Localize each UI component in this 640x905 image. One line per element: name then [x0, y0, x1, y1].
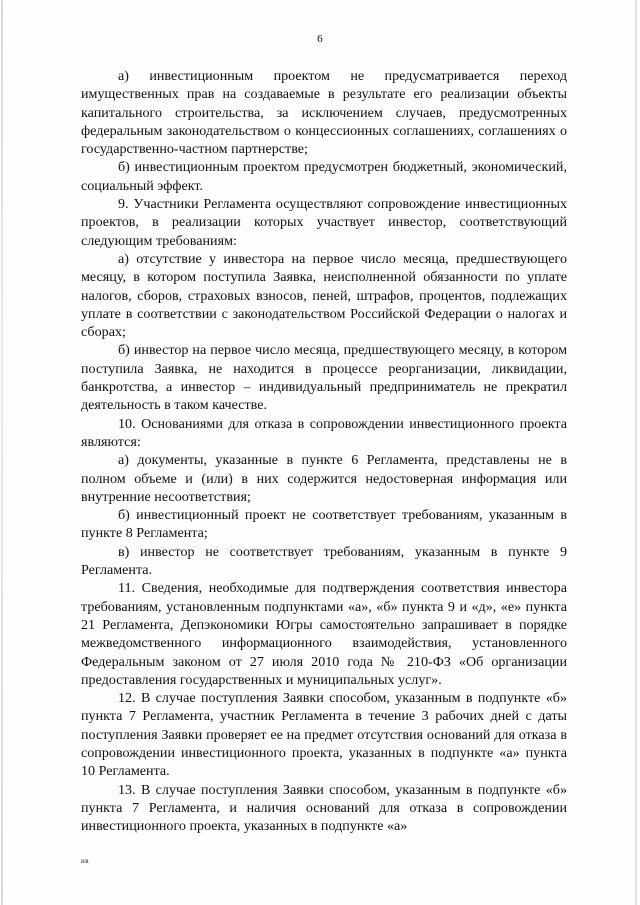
paragraph: 10. Основаниями для отказа в сопровождении инвестиционного проекта являются: — [81, 415, 567, 450]
paragraph: а) документы, указанные в пункте 6 Регламента, представлены не в полном объеме и (или) в них содержится недостоверная информация или внутренние несоответствия; — [81, 452, 567, 505]
paragraph: б) инвестиционный проект не соответствует требованиям, указанным в пункте 8 Регламента; — [81, 507, 567, 542]
scan-edge-right — [635, 0, 637, 905]
paragraph: б) инвестор на первое число месяца, предшествующего месяцу, в котором поступила Заявка, не находится в процессе реорганизации, ликвидации, банкротства, а инвестор – индивидуальный предприниматель не прекратил деятельность в таком качестве. — [81, 342, 567, 414]
paragraph: а) отсутствие у инвестора на первое число месяца, предшествующего месяцу, в котором поступила Заявка, неисполненной обязанности по уплате налогов, сборов, страховых взносов, пеней, штрафов, процентов, подлежащих уплате в соответствии с законодательством Российской Федерации о налогах и сборах; — [81, 250, 567, 341]
page-number: 6 — [317, 33, 323, 45]
body-text — [81, 67, 567, 835]
scan-edge-left — [1, 0, 3, 905]
paragraph: 11. Сведения, необходимые для подтверждения соответствия инвестора требованиям, установленным подпунктами «а», «б» пункта 9 и «д», «е» пункта 21 Регламента, Депэкономики Югры самостоятельно запрашивает в порядке межведомственного информационного взаимодействия, установленного Федеральным законом от 27 июля 2010 года № 210-ФЗ «Об организации предоставления государственных и муниципальных услуг». — [81, 580, 567, 688]
paragraph: в) инвестор не соответствует требованиям, указанным в пункте 9 Регламента. — [81, 543, 567, 579]
paragraph: а) инвестиционным проектом не предусматривается переход имущественных прав на создаваемые в результате его реализации объекты капитального строительства, за исключением случаев, предусмотренных федеральным законодательством о концессионных соглашениях, соглашениях о государственно-частном партнерстве; — [81, 68, 567, 158]
footer-mark: нв — [81, 857, 90, 865]
paragraph: б) инвестиционным проектом предусмотрен бюджетный, экономический, социальный эффект. — [81, 159, 567, 194]
paragraph: 9. Участники Регламента осуществляют сопровождение инвестиционных проектов, в реализации которых участвует инвестор, соответствующий следующим требованиям: — [81, 196, 567, 249]
paragraph: 12. В случае поступления Заявки способом, указанным в подпункте «б» пункта 7 Регламента, участник Регламента в течение 3 рабочих дней с даты поступления Заявки проверяет ее на предмет отсутствия оснований для отказа в сопровождении инвестиционного проекта, указанных в подпункте «а» пункта 10 Регламента. — [81, 690, 567, 780]
paragraph: 13. В случае поступления Заявки способом, указанным в подпункте «б» пункта 7 Регламента, и наличия оснований для отказа в сопровождении инвестиционного проекта, указанных в подпункте «а» — [81, 781, 567, 835]
